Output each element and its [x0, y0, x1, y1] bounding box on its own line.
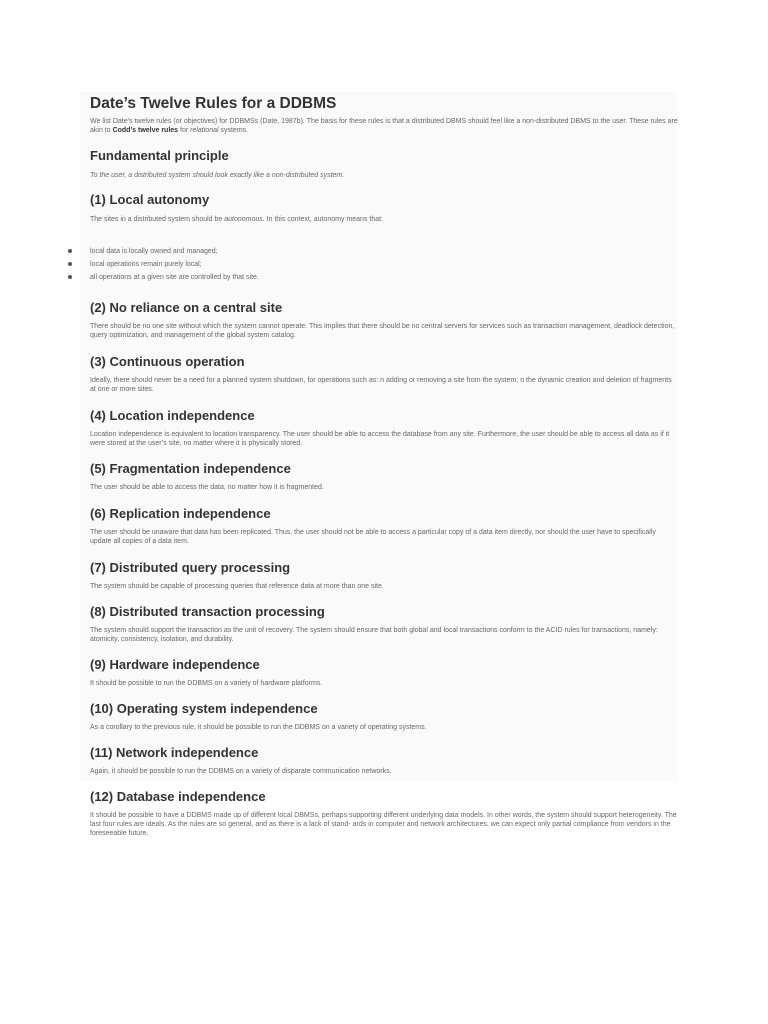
rule-8-section [90, 604, 678, 644]
rule-7-heading: (7) Distributed query processing [90, 560, 291, 575]
rule-1-text [90, 215, 678, 224]
intro-text-start: We list Date’s twelve rules (or objectives) for DDBMSs (Date, 1987b). The basis for these rules is that a distributed DBMS should feel like a non-distributed DBMS to the user. These rules are akin to [90, 118, 678, 134]
fundamental-principle-heading: Fundamental principle [90, 148, 229, 163]
rule-9-section [90, 657, 678, 688]
codds-rules-bold: Codd’s twelve rules [112, 127, 179, 134]
rule-8-text: The system should support the transaction as the unit of recovery. The system should ensure that both global and local transactions conform to the ACID rules for transactions, namely: atomicity, consistency, isolation, and durability. [90, 627, 658, 643]
rule-3-text: Ideally, there should never be a need for a planned system shutdown, for operations such as: n adding or removing a site from the system; n the dynamic creation and deletion of fragments at one or more sites. [90, 377, 672, 393]
rule-6-text: The user should be unaware that data has been replicated. Thus, the user should not be able to access a particular copy of a data item directly, nor should the user have to specifically update all copies of a data item. [90, 529, 656, 545]
rule-5-text: The user should be able to access the data, no matter how it is fragmented. [90, 484, 324, 491]
fundamental-principle-italic: To the user, a distributed system should look exactly like a non-distributed system. [90, 172, 345, 179]
bullet-dot-icon [68, 262, 72, 266]
list-item-text: local data is locally owned and managed; [90, 248, 218, 255]
rule-8-heading: (8) Distributed transaction processing [90, 604, 325, 619]
list-item [90, 258, 678, 271]
rule-10-section [90, 701, 678, 732]
rule-1-text-end: . In this context, autonomy means that: [262, 216, 383, 223]
rule-11-text: Again, it should be possible to run the DDBMS on a variety of disparate communication networks. [90, 768, 392, 775]
rule-1-bullet-list [90, 245, 678, 284]
rule-6-section [90, 506, 678, 546]
rule-2-text: There should be no one site without which the system cannot operate. This implies that there should be no central servers for services such as transaction management, deadlock detection, query optimization, and management of the global system catalog. [90, 323, 675, 339]
rule-10-heading: (10) Operating system independence [90, 701, 318, 716]
rule-9-heading: (9) Hardware independence [90, 657, 260, 672]
rule-5-section [90, 461, 678, 492]
intro-text-end: systems. [218, 127, 249, 134]
rule-5-heading: (5) Fragmentation independence [90, 461, 291, 476]
rule-12-heading: (12) Database independence [90, 789, 266, 804]
fundamental-principle-text [90, 171, 678, 180]
rule-10-text: As a corollary to the previous rule, it should be possible to run the DDBMS on a variety of operating systems. [90, 724, 427, 731]
rule-2-heading: (2) No reliance on a central site [90, 300, 283, 315]
rule-1-text-start: The sites in a distributed system should be [90, 216, 225, 223]
bullet-dot-icon [68, 249, 72, 253]
document-title: Date’s Twelve Rules for a DDBMS [90, 95, 337, 112]
bullet-dot-icon [68, 275, 72, 279]
rule-1-autonomous-italic: autonomous [224, 216, 263, 223]
rule-9-text: It should be possible to run the DDBMS on a variety of hardware platforms. [90, 680, 323, 687]
intro-paragraph [90, 117, 678, 135]
rule-2-section [90, 300, 678, 340]
rule-11-section [90, 745, 678, 776]
rule-7-section [90, 560, 678, 591]
rule-7-text: The system should be capable of processing queries that reference data at more than one site. [90, 583, 384, 590]
rule-12-text: It should be possible to have a DDBMS made up of different local DBMSs, perhaps supporting different underlying data models. In other words, the system should support heterogeneity. The last four rules are ideals. As the rules are so general, and as there is a lack of stand- ards in computer and network architectures, we can expect only partial compliance from vendors in the foreseeable future. [90, 812, 677, 837]
intro-text-mid: for [178, 127, 191, 134]
rule-6-heading: (6) Replication independence [90, 506, 271, 521]
rule-3-heading: (3) Continuous operation [90, 354, 245, 369]
rule-4-section [90, 408, 678, 448]
rule-4-heading: (4) Location independence [90, 408, 255, 423]
list-item [90, 245, 678, 258]
list-item [90, 271, 678, 284]
intro-relational-italic: relational [190, 127, 219, 134]
document-content [90, 92, 678, 838]
rule-4-text: Location independence is equivalent to location transparency. The user should be able to access the database from any site. Furthermore, the user should be able to access all data as if it were stored at the user’s site, no matter where it is physically stored. [90, 431, 670, 447]
rule-3-section [90, 354, 678, 394]
rule-1-heading: (1) Local autonomy [90, 192, 210, 207]
list-item-text: local operations remain purely local; [90, 261, 202, 268]
list-item-text: all operations at a given site are controlled by that site. [90, 274, 259, 281]
rule-11-heading: (11) Network independence [90, 745, 259, 760]
rule-12-section [90, 789, 678, 838]
